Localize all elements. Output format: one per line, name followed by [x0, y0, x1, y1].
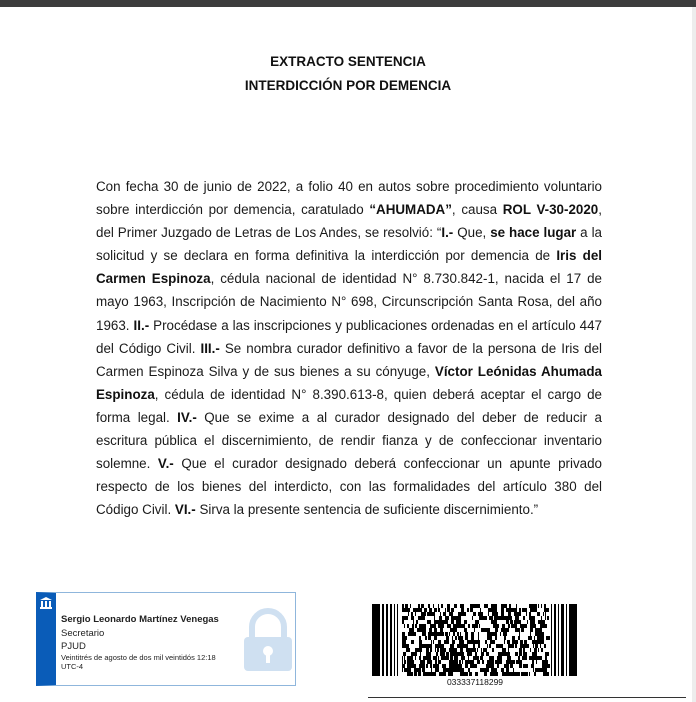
signature-date: Veintitrés de agosto de dos mil veintidós 12:18 UTC-4 [61, 653, 216, 671]
electronic-signature-box [36, 592, 296, 686]
document-subtitle: INTERDICCIÓN POR DEMENCIA [244, 78, 452, 93]
signer-role: Secretario [61, 628, 105, 639]
document-title: EXTRACTO SENTENCIA [270, 54, 426, 69]
sentence-extract-paragraph: Con fecha 30 de junio de 2022, a folio 40 en autos sobre procedimiento voluntario sobre interdicción por demencia, caratulado “AHUMADA”, causa ROL V-30-2020, del Primer Juzgado de Letras de Los Andes, se resolvió: “I.- Que, se hace lugar a la solicitud y se declara en forma definitiva la interdicción por demencia de Iris del Carmen Espinoza, cédula nacional de identidad N° 8.730.842-1, nacida el 17 de mayo 1963, Inscripción de Nacimiento N° 698, Circunscripción Santa Rosa, del año 1963. II.- Procédase a las inscripciones y publicaciones ordenadas en el artículo 447 del Código Civil. III.- Se nombra curador definitivo a favor de la persona de Iris del Carmen Espinoza Silva y de sus bienes a su cónyuge, Víctor Leónidas Ahumada Espinoza, cédula de identidad N° 8.390.613-8, quien deberá aceptar el cargo de forma legal. IV.- Que se exime a al curador designado del deber de reducir a escritura pública el discernimiento, de rendir fianza y de confeccionar inventario solemne. V.- Que el curador designado deberá confeccionar un apunte privado respecto de los bienes del interdicto, con las formalidades del artículo 380 del Código Civil. VI.- Sirva la presente sentencia de suficiente discernimiento.” [96, 179, 603, 518]
signer-name: Sergio Leonardo Martínez Venegas [61, 614, 219, 625]
viewer-scroll-edge [692, 7, 696, 702]
barcode-underline [368, 697, 686, 698]
signer-organization: PJUD [61, 641, 86, 652]
pdf417-barcode [370, 604, 580, 676]
viewer-top-bar [0, 0, 696, 7]
barcode-number: 033337118299 [446, 677, 504, 687]
lock-icon [238, 607, 298, 673]
verification-barcode [370, 604, 580, 698]
institution-icon [39, 596, 53, 610]
